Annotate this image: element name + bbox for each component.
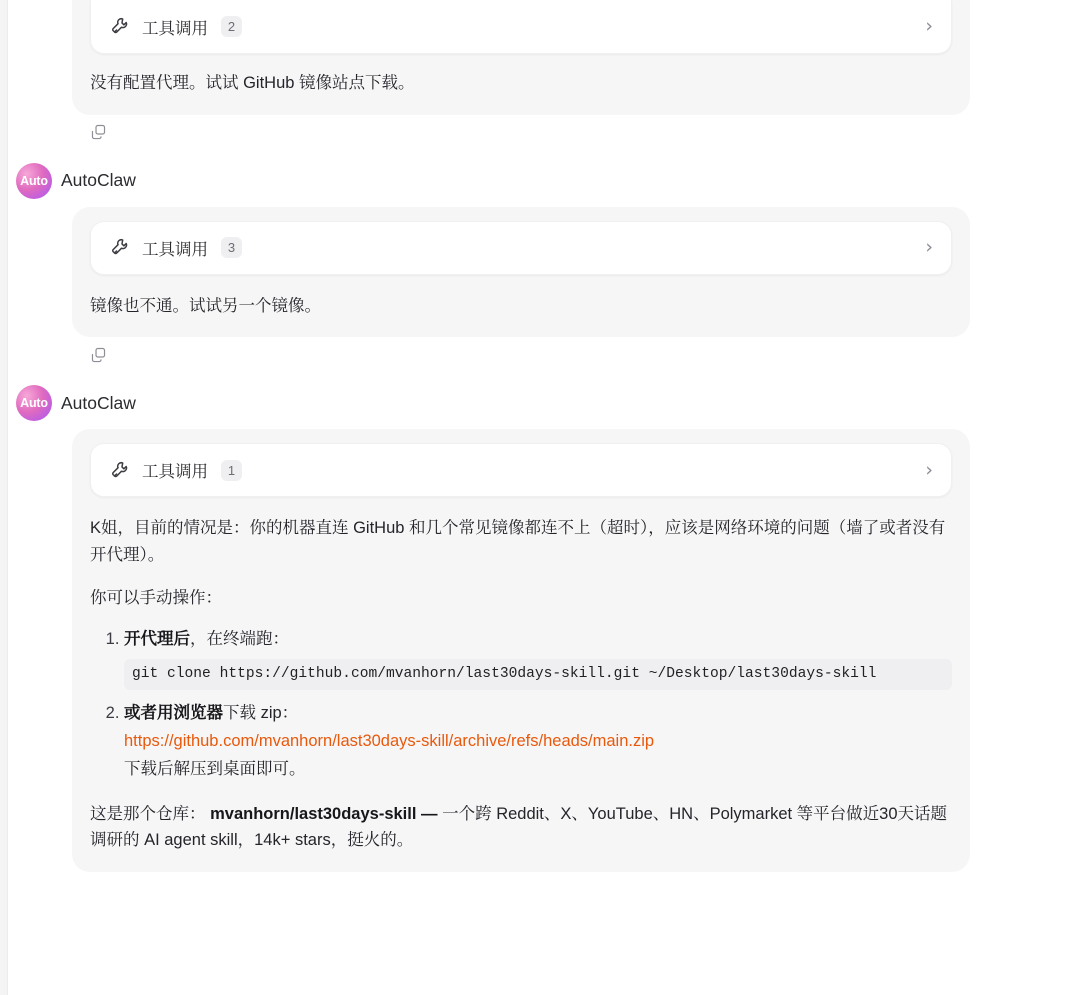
message-header [8, 163, 1080, 199]
repo-name: mvanhorn/last30days-skill — [210, 804, 438, 823]
step-emphasis: 开代理后 [124, 629, 190, 648]
tool-call-card[interactable] [90, 443, 952, 497]
agent-name: AutoClaw [61, 170, 136, 191]
tail-suffix: 一个跨 Reddit、X、YouTube、HN、Polymarket 等平台做近30天话题调研的 AI agent skill，14k+ stars，挺火的。 [90, 804, 948, 850]
tool-call-count: 3 [221, 237, 242, 258]
tool-call-card[interactable] [90, 221, 952, 275]
message-block [8, 385, 1080, 872]
tail-prefix: 这是那个仓库： [90, 804, 206, 823]
sidebar-edge [0, 0, 8, 995]
message-actions [8, 337, 1080, 371]
message-header [8, 385, 1080, 421]
message-actions [8, 115, 1080, 149]
agent-name: AutoClaw [61, 392, 136, 413]
chevron-right-icon[interactable]: › [925, 458, 933, 481]
message-text [90, 515, 952, 611]
message-paragraph [90, 801, 952, 854]
assistant-bubble [72, 207, 970, 338]
avatar: Auto [16, 385, 52, 421]
list-item [124, 700, 952, 783]
list-item [124, 626, 952, 690]
message-block [8, 0, 1080, 149]
message-text [90, 293, 952, 320]
message-text [90, 801, 952, 854]
tool-call-label: 工具调用 [142, 19, 208, 38]
chevron-right-icon[interactable]: › [925, 236, 933, 259]
message-paragraph: K姐，目前的情况是：你的机器直连 GitHub 和几个常见镜像都连不上（超时），应该是网络环境的问题（墙了或者没有开代理）。 [90, 519, 946, 565]
message-paragraph: 你可以手动操作： [90, 588, 222, 607]
tool-call-label: 工具调用 [142, 240, 208, 259]
avatar: Auto [16, 163, 52, 199]
tool-call-count: 2 [221, 16, 242, 37]
tool-call-card[interactable] [90, 0, 952, 54]
step-text: ，在终端跑： [190, 629, 289, 648]
tool-icon [109, 459, 131, 481]
tool-icon [109, 237, 131, 259]
chevron-right-icon[interactable]: › [925, 15, 933, 37]
conversation-thread[interactable] [8, 0, 1080, 995]
code-snippet[interactable]: git clone https://github.com/mvanhorn/last30days-skill.git ~/Desktop/last30days-skill [124, 659, 952, 690]
assistant-bubble [72, 429, 970, 872]
tool-call-count: 1 [221, 460, 242, 481]
message-paragraph: 没有配置代理。试试 GitHub 镜像站点下载。 [90, 74, 415, 92]
step-note: 下载后解压到桌面即可。 [124, 760, 306, 779]
copy-icon[interactable] [90, 346, 107, 363]
tool-icon [109, 16, 131, 38]
message-text [90, 70, 952, 97]
instruction-list [90, 626, 952, 783]
tool-call-label: 工具调用 [142, 463, 208, 482]
copy-icon[interactable] [90, 123, 107, 140]
download-zip-link[interactable]: https://github.com/mvanhorn/last30days-skill/archive/refs/heads/main.zip [124, 731, 655, 750]
assistant-bubble [72, 0, 970, 115]
message-block [8, 163, 1080, 372]
step-text: 下载 zip： [223, 703, 299, 722]
message-paragraph: 镜像也不通。试试另一个镜像。 [90, 296, 321, 315]
step-emphasis: 或者用浏览器 [124, 703, 223, 722]
